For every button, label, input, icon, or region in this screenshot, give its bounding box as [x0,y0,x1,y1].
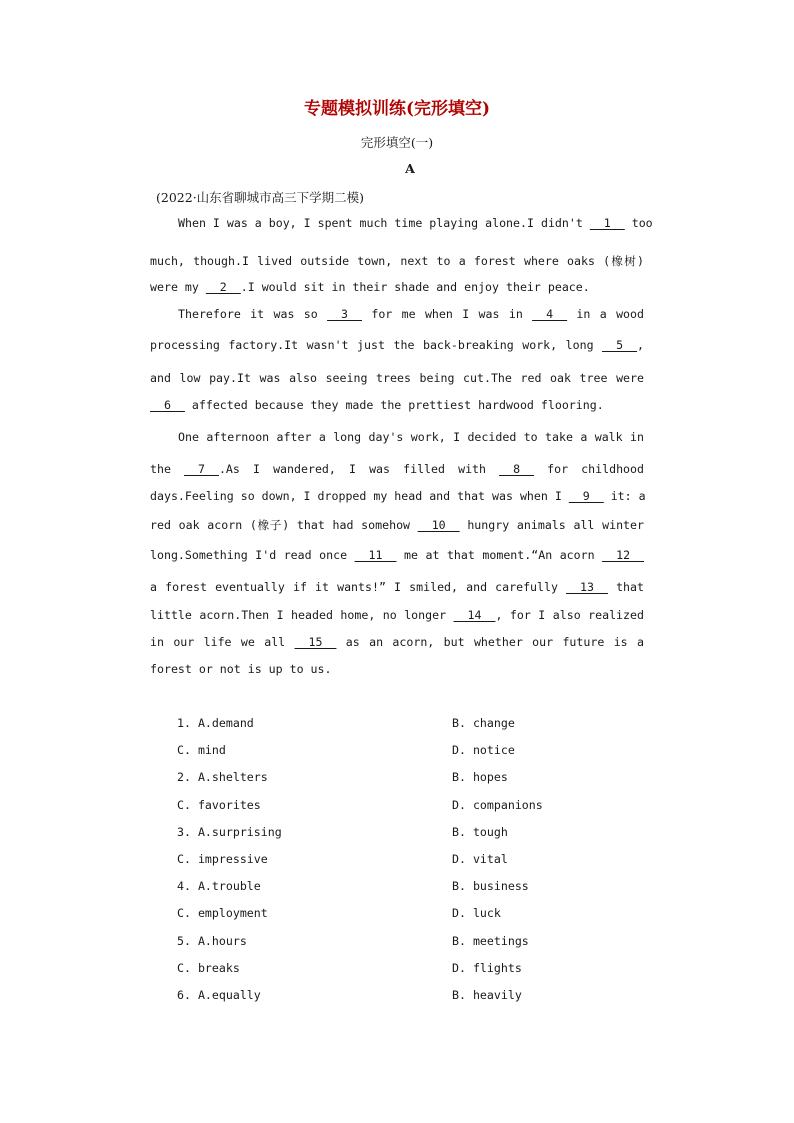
cloze-blank: __14__ [453,608,496,622]
passage-text: it: a [603,489,646,503]
cloze-blank: __5__ [602,338,638,352]
option-right: B. hopes [452,770,508,784]
option-row [177,798,597,816]
passage-text: red oak acorn (橡子) that had somehow [150,518,418,532]
passage-line [178,307,644,321]
option-right: B. heavily [452,988,522,1002]
cloze-blank: __15__ [294,635,337,649]
passage-text: the [150,462,185,476]
page-subtitle: 完形填空(一) [360,135,434,150]
option-left: 2. A.shelters [177,770,268,784]
passage-text: processing factory.It wasn't just the back-breaking work, long [150,338,603,352]
passage-line [150,489,644,503]
passage-line [150,635,644,649]
cloze-blank: __3__ [327,307,362,321]
option-row [177,934,597,952]
option-left: C. mind [177,743,226,757]
passage-line [150,398,644,412]
option-row [177,988,597,1006]
passage-text: much, though.I lived outside town, next to a forest where oaks (橡树) [150,254,644,268]
cloze-blank: __11__ [354,548,397,562]
cloze-blank: __4__ [532,307,568,321]
cloze-blank: __8__ [499,462,535,476]
passage-line [150,462,644,476]
option-left: C. favorites [177,798,261,812]
passage-line [150,580,644,594]
option-row [177,961,597,979]
passage-line [150,517,644,533]
source-note: (2022·山东省聊城市高三下学期二模) [156,190,365,205]
option-left: 6. A.equally [177,988,261,1002]
option-row [177,879,597,897]
passage-text: .As I wandered, I was filled with [218,462,500,476]
passage-line [150,338,644,352]
passage-text: One afternoon after a long day's work, I decided to take a walk in [178,430,644,444]
option-left: 4. A.trouble [177,879,261,893]
passage-text: , for I also realized [495,608,644,622]
option-right: D. flights [452,961,522,975]
option-left: 5. A.hours [177,934,247,948]
passage-text: little acorn.Then I headed home, no longer [150,608,454,622]
cloze-blank: __7__ [184,462,219,476]
passage-text: that [607,580,644,594]
option-row [177,825,597,843]
cloze-blank: __2__ [205,280,241,294]
passage-text: were my [150,280,206,294]
section-label: A [405,161,415,176]
page-title: 专题模拟训练(完形填空) [303,99,491,119]
passage-line [150,253,644,269]
option-row [177,716,597,734]
passage-line [150,548,644,562]
option-row [177,852,597,870]
option-row [177,770,597,788]
passage-line [178,216,653,230]
passage-text: affected because they made the prettiest hardwood flooring. [184,398,604,412]
passage-text: .I would sit in their shade and enjoy their peace. [240,280,590,294]
option-right: B. meetings [452,934,529,948]
option-right: B. tough [452,825,508,839]
passage-text: and low pay.It was also seeing trees being cut.The red oak tree were [150,371,644,385]
option-right: D. companions [452,798,543,812]
passage-text: in a wood [567,307,644,321]
option-right: D. vital [452,852,508,866]
passage-text: as an acorn, but whether our future is a [336,635,644,649]
passage-line [150,280,644,294]
option-row [177,743,597,761]
cloze-blank: __6__ [150,398,185,412]
option-left: 1. A.demand [177,716,254,730]
passage-text: hungry animals all winter [459,518,644,532]
passage-line [150,371,644,385]
option-right: B. business [452,879,529,893]
passage-text: too [624,216,653,230]
option-left: C. breaks [177,961,240,975]
option-left: C. employment [177,906,268,920]
passage-text: days.Feeling so down, I dropped my head and that was when I [150,489,569,503]
cloze-blank: __9__ [568,489,604,503]
option-left: 3. A.surprising [177,825,282,839]
option-left: C. impressive [177,852,268,866]
option-right: B. change [452,716,515,730]
passage-text: for me when I was in [362,307,533,321]
passage-text: long.Something I'd read once [150,548,355,562]
cloze-blank: __12__ [602,548,645,562]
cloze-blank: __1__ [589,216,625,230]
passage-line [178,430,644,444]
passage-text: When I was a boy, I spent much time playing alone.I didn't [178,216,590,230]
passage-text: forest or not is up to us. [150,662,332,676]
cloze-blank: __13__ [566,580,608,594]
passage-text: in our life we all [150,635,295,649]
passage-text: a forest eventually if it wants!” I smiled, and carefully [150,580,567,594]
option-row [177,906,597,924]
option-right: D. notice [452,743,515,757]
passage-text: Therefore it was so [178,307,328,321]
passage-line [150,662,644,676]
passage-line [150,608,644,622]
cloze-blank: __10__ [417,518,460,532]
passage-text: me at that moment.“An acorn [396,548,603,562]
option-right: D. luck [452,906,501,920]
passage-text: for childhood [534,462,644,476]
passage-text: , [637,338,644,352]
